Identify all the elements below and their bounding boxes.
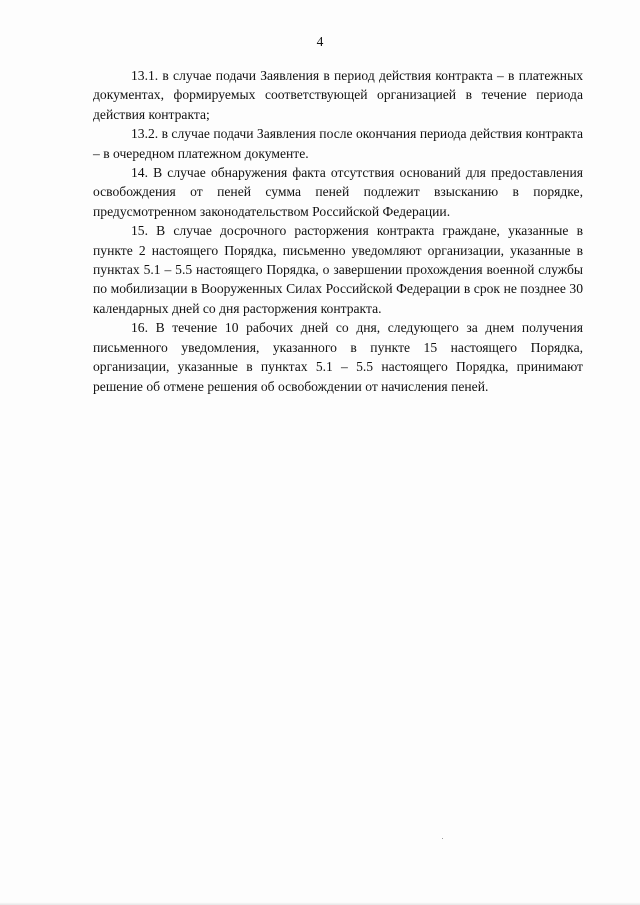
document-body (93, 66, 583, 396)
scan-speck (442, 838, 443, 839)
page-number: 4 (316, 34, 324, 49)
paragraph-15: 15. В случае досрочного расторжения контракта граждане, указанные в пункте 2 настоящего Порядка, письменно уведомляют организации, указанные в пунктах 5.1 – 5.5 настоящего Порядка, о завершении прохождения военной службы по мобилизации в Вооруженных Силах Российской Федерации в срок не позднее 30 календарных дней со дня расторжения контракта. (93, 223, 583, 316)
paragraph-14: 14. В случае обнаружения факта отсутствия оснований для предоставления освобождения от пеней сумма пеней подлежит взысканию в порядке, предусмотренном законодательством Российской Федерации. (93, 165, 583, 219)
paragraph-16: 16. В течение 10 рабочих дней со дня, следующего за днем получения письменного уведомления, указанного в пункте 15 настоящего Порядка, организации, указанные в пунктах 5.1 – 5.5 настоящего Порядка, принимают решение об отмене решения об освобождении от начисления пеней. (93, 320, 583, 394)
paragraph-13-2: 13.2. в случае подачи Заявления после окончания периода действия контракта – в очередном платежном документе. (93, 126, 583, 161)
paragraph-13-1: 13.1. в случае подачи Заявления в период действия контракта – в платежных документах, формируемых соответствующей организацией в течение периода действия контракта; (93, 68, 583, 122)
